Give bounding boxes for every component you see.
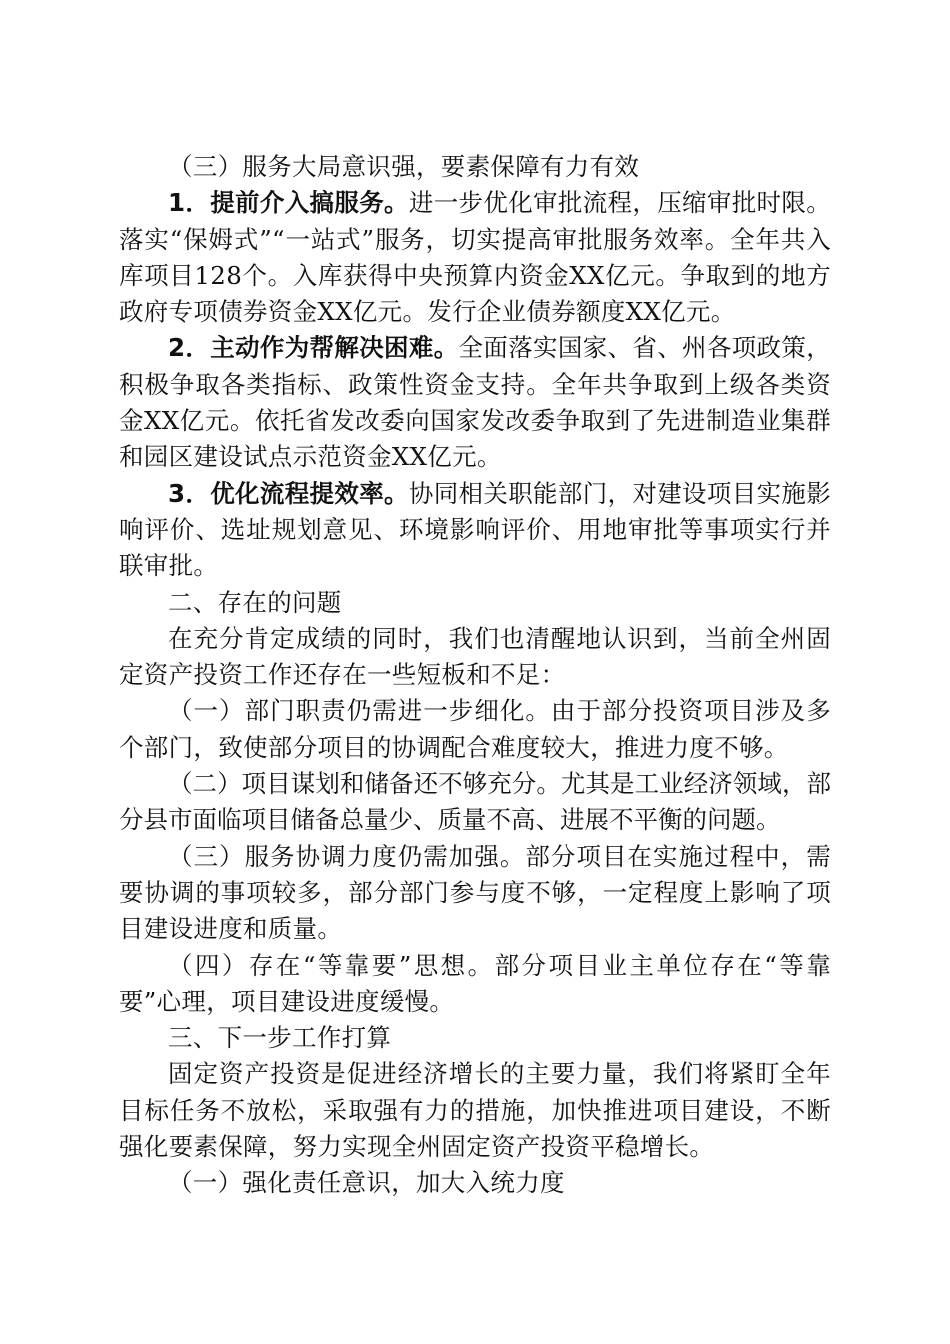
paragraph-problem-4: （四）存在“等靠要”思想。部分项目业主单位存在“等靠要”心理，项目建设进度缓慢。	[119, 950, 831, 1016]
paragraph-next-steps: 固定资产投资是促进经济增长的主要力量，我们将紧盯全年目标任务不放松，采取强有力的措施，加快推进项目建设，不断强化要素保障，努力实现全州固定资产投资平稳增长。	[119, 1059, 831, 1162]
item-2-lead: 2．主动作为帮解决困难。	[168, 333, 459, 363]
section-heading-3: 三、下一步工作打算	[168, 1023, 392, 1053]
paragraph-problem-1: （一）部门职责仍需进一步细化。由于部分投资项目涉及多个部门，致使部分项目的协调配合难度较大，推进力度不够。	[119, 696, 831, 762]
subsection-heading-3: （三）服务大局意识强，要素保障有力有效	[168, 152, 640, 181]
subsection-heading-next-1: （一）强化责任意识，加大入统力度	[168, 1168, 565, 1198]
paragraph-problem-3: （三）服务协调力度仍需加强。部分项目在实施过程中，需要协调的事项较多，部分部门参与度不够，一定程度上影响了项目建设进度和质量。	[119, 841, 831, 944]
section-heading-2: 二、存在的问题	[168, 587, 342, 617]
item-1-body: 进一步优化审批流程，压缩审批时限。落实“保姆式”“一站式”服务，切实提高审批服务效率。全年共入库项目128个。入库获得中央预算内资金XX亿元。争取到的地方政府专项债券资金XX亿元。发行企业债券额度XX亿元。	[119, 188, 831, 327]
item-1-lead: 1．提前介入搞服务。	[168, 188, 409, 218]
item-3-lead: 3．优化流程提效率。	[168, 478, 409, 508]
paragraph-problem-2: （二）项目谋划和储备还不够充分。尤其是工业经济领域，部分县市面临项目储备总量少、质量不高、进展不平衡的问题。	[119, 769, 831, 835]
paragraph-item-1	[119, 185, 831, 330]
item-3-body: 协同相关职能部门，对建设项目实施影响评价、选址规划意见、环境影响评价、用地审批等事项实行并联审批。	[119, 478, 831, 581]
paragraph-item-3	[119, 476, 831, 585]
paragraph-intro-problems: 在充分肯定成绩的同时，我们也清醒地认识到，当前全州固定资产投资工作还存在一些短板和不足：	[119, 623, 831, 690]
document-page	[119, 149, 831, 1202]
paragraph-item-2	[119, 330, 831, 475]
item-2-body: 全面落实国家、省、州各项政策，积极争取各类指标、政策性资金支持。全年共争取到上级各类资金XX亿元。依托省发改委向国家发改委争取到了先进制造业集群和园区建设试点示范资金XX亿元。	[119, 333, 831, 472]
